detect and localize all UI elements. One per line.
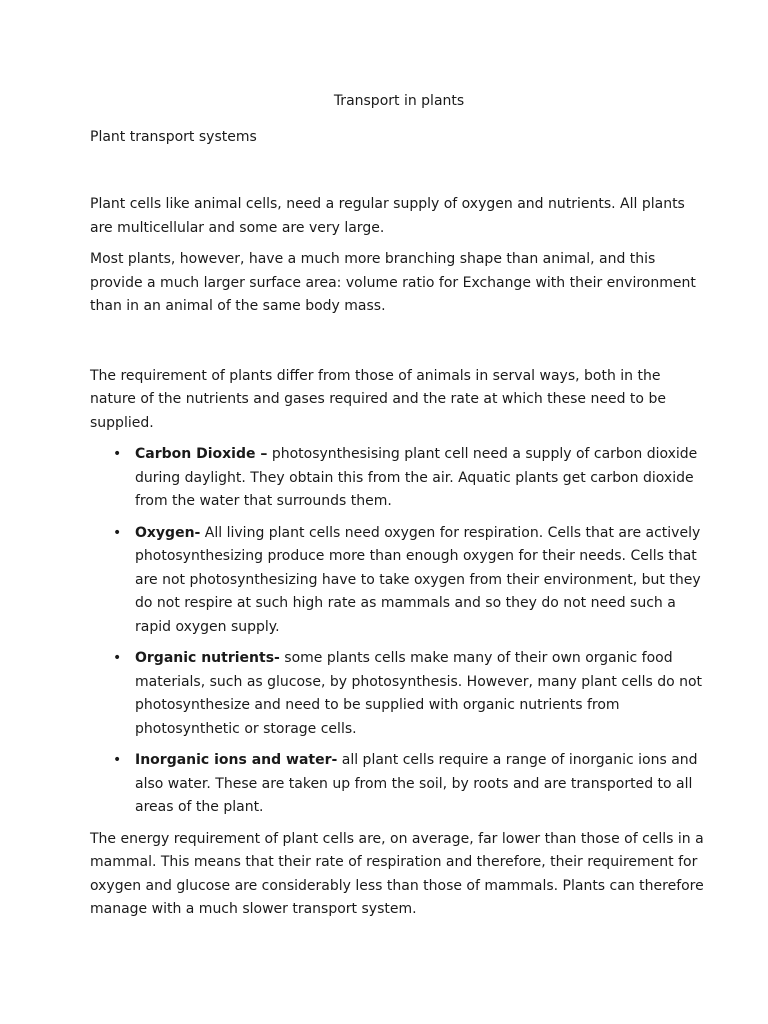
bullet-icon: •	[113, 524, 122, 541]
paragraph-spacer	[90, 327, 708, 365]
list-item-term: Inorganic ions and water-	[135, 752, 338, 768]
list-item-term: Organic nutrients-	[135, 650, 280, 666]
document-title: Transport in plants	[333, 93, 465, 109]
bullet-icon: •	[113, 752, 122, 768]
list-item-text: All living plant cells need oxygen for respiration. Cells that are actively photosynthesizing produce more than enough oxygen for their needs. Cells that are not photosynthesizing have to take oxygen from their environment, but they do not respire at such high rate as mammals and so they do not need such a rapid oxygen supply.	[135, 524, 701, 635]
requirements-list	[90, 443, 708, 820]
list-item-text: all plant cells require a range of inorganic ions and also water. These are taken up from the soil, by roots and are transported to all areas of the plant.	[135, 752, 698, 815]
list-item	[90, 647, 708, 741]
list-item-term: Oxygen-	[135, 524, 201, 541]
list-item-text: photosynthesising plant cell need a supply of carbon dioxide during daylight. They obtain this from the air. Aquatic plants get carbon dioxide from the water that surrounds them.	[135, 446, 698, 509]
list-item-term: Carbon Dioxide –	[135, 446, 268, 462]
list-item	[90, 443, 708, 514]
paragraph-requirements: The requirement of plants differ from those of animals in serval ways, both in the nature of the nutrients and gases required and the rate at which these need to be supplied.	[90, 367, 666, 431]
list-item-text: some plants cells make many of their own organic food materials, such as glucose, by photosynthesis. However, many plant cells do not photosynthesize and need to be supplied with organic nutrients from photosynthetic or storage cells.	[135, 650, 703, 737]
paragraph-branching: Most plants, however, have a much more branching shape than animal, and this provide a much larger surface area: volume ratio for Exchange with their environment than in an animal of the same body mass.	[90, 251, 696, 314]
list-item	[90, 749, 708, 820]
paragraph-intro: Plant cells like animal cells, need a regular supply of oxygen and nutrients. All plants are multicellular and some are very large.	[90, 196, 685, 236]
section-heading: Plant transport systems	[90, 128, 257, 145]
paragraph-energy: The energy requirement of plant cells are, on average, far lower than those of cells in a mammal. This means that their rate of respiration and therefore, their requirement for oxygen and glucose are considerably less than those of mammals. Plants can therefore manage with a much slower transport system.	[90, 830, 704, 917]
bullet-icon: •	[113, 446, 122, 462]
list-item	[90, 522, 708, 640]
bullet-icon: •	[113, 650, 122, 666]
